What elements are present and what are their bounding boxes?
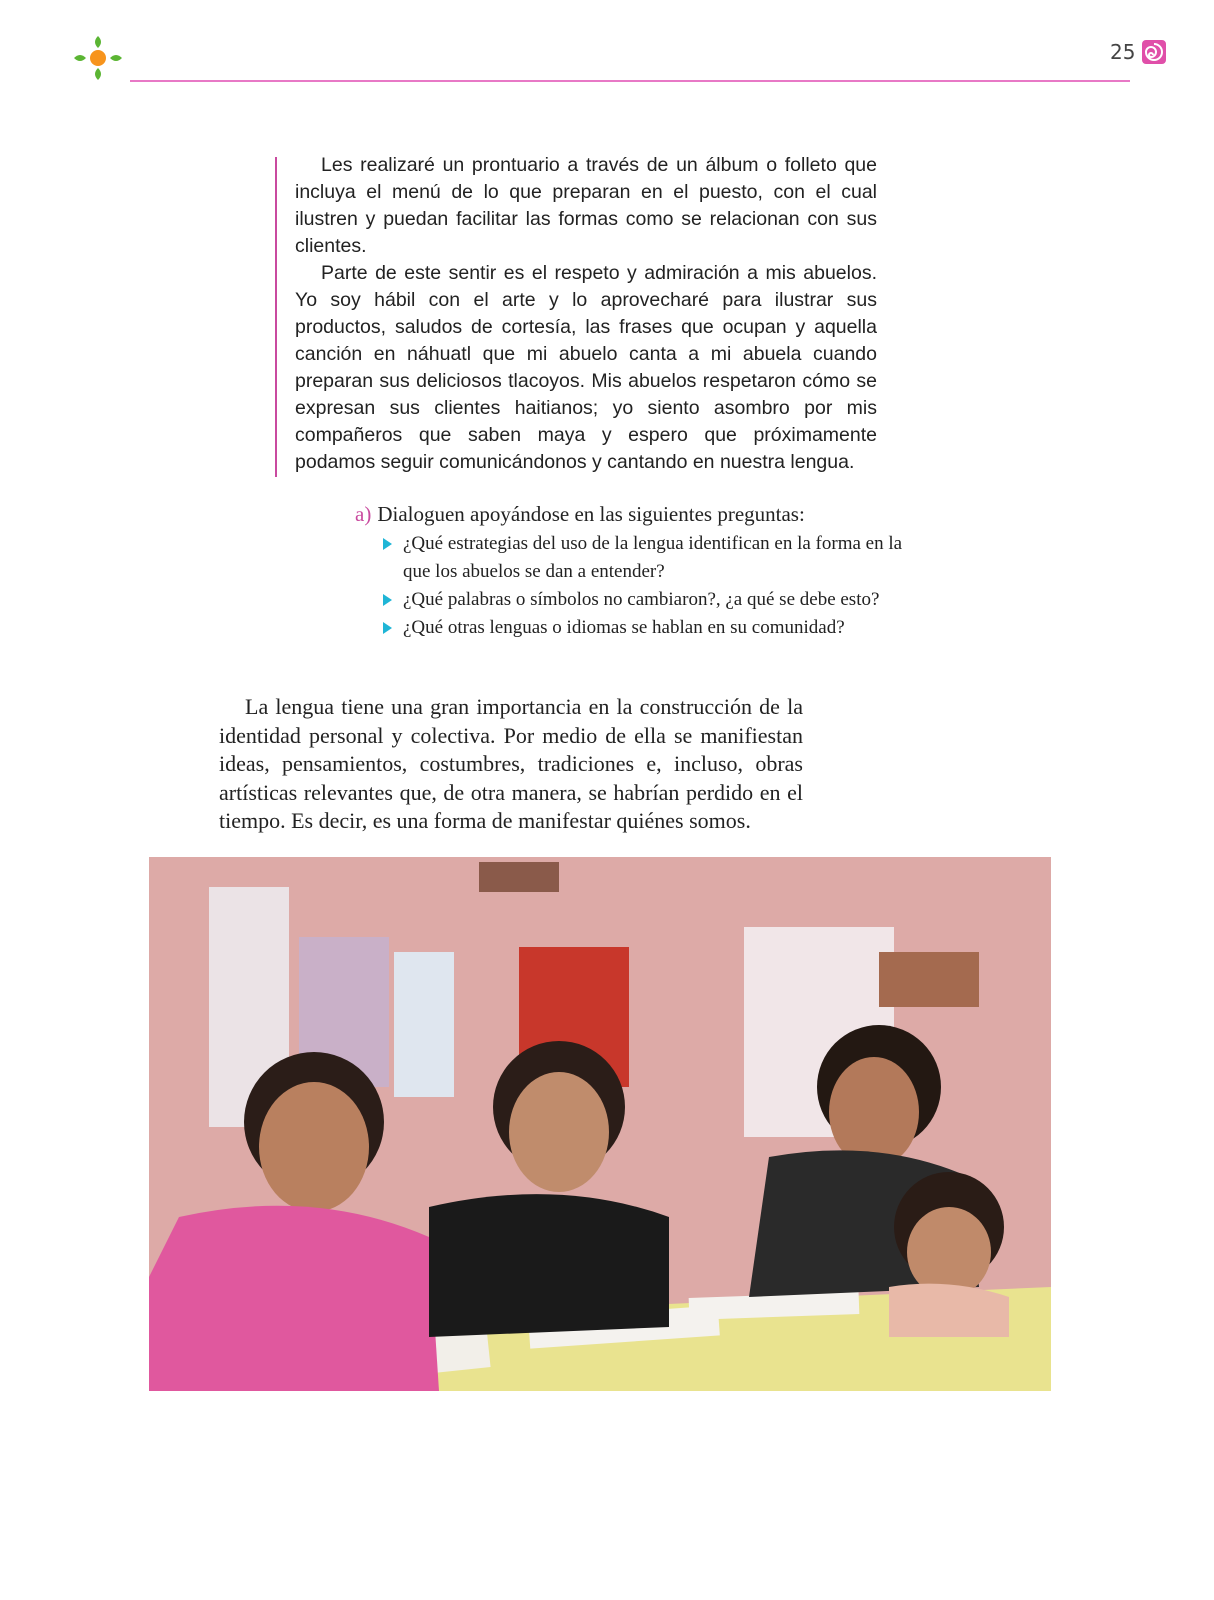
activity-intro-text: Dialoguen apoyándose en las siguientes preguntas: xyxy=(377,502,805,526)
question-item xyxy=(383,530,925,586)
quote-block xyxy=(295,152,877,476)
quote-bar xyxy=(275,157,277,477)
header-rule xyxy=(130,80,1130,82)
triangle-bullet-icon xyxy=(383,538,392,550)
question-item xyxy=(383,614,925,642)
quote-paragraph: Les realizaré un prontuario a través de un álbum o folleto que incluya el menú de lo que preparan en el puesto, con el cual ilustren y puedan facilitar las formas como se relacionan con sus clientes. xyxy=(295,154,877,257)
question-text: ¿Qué palabras o símbolos no cambiaron?, ¿a qué se debe esto? xyxy=(403,589,880,610)
question-list xyxy=(355,530,925,642)
triangle-bullet-icon xyxy=(383,594,392,606)
page-number: 25 xyxy=(1110,40,1136,64)
body-paragraph: La lengua tiene una gran importancia en la construcción de la identidad personal y colectiva. Por medio de ella se manifiestan ideas, pensamientos, costumbres, tradiciones e, incluso, obras artísticas relevantes que, de otra manera, se habrían perdido en el tiempo. Es decir, es una forma de manifestar quiénes somos. xyxy=(219,694,803,833)
question-text: ¿Qué otras lenguas o idiomas se hablan en su comunidad? xyxy=(403,617,845,638)
quote-paragraph: Parte de este sentir es el respeto y admiración a mis abuelos. Yo soy hábil con el arte y lo aprovecharé para ilustrar sus productos, saludos de cortesía, las frases que ocupan y aquella canción en náhuatl que mi abuelo canta a mi abuela cuando preparan sus deliciosos tlacoyos. Mis abuelos respetaron cómo se expresan sus clientes haitianos; yo siento asombro por mis compañeros que saben maya y espero que próximamente podamos seguir comunicándonos y cantando en nuestra lengua. xyxy=(295,262,877,473)
family-studying-photo xyxy=(149,857,1051,1391)
spiral-ornament-icon xyxy=(1140,38,1168,66)
activity-questions xyxy=(355,500,925,642)
question-item xyxy=(383,586,925,614)
flower-logo-icon xyxy=(70,32,126,84)
question-text: ¿Qué estrategias del uso de la lengua identifican en la forma en la que los abuelos se dan a entender? xyxy=(403,533,903,582)
activity-intro xyxy=(355,500,925,528)
triangle-bullet-icon xyxy=(383,622,392,634)
activity-marker: a) xyxy=(355,502,372,526)
